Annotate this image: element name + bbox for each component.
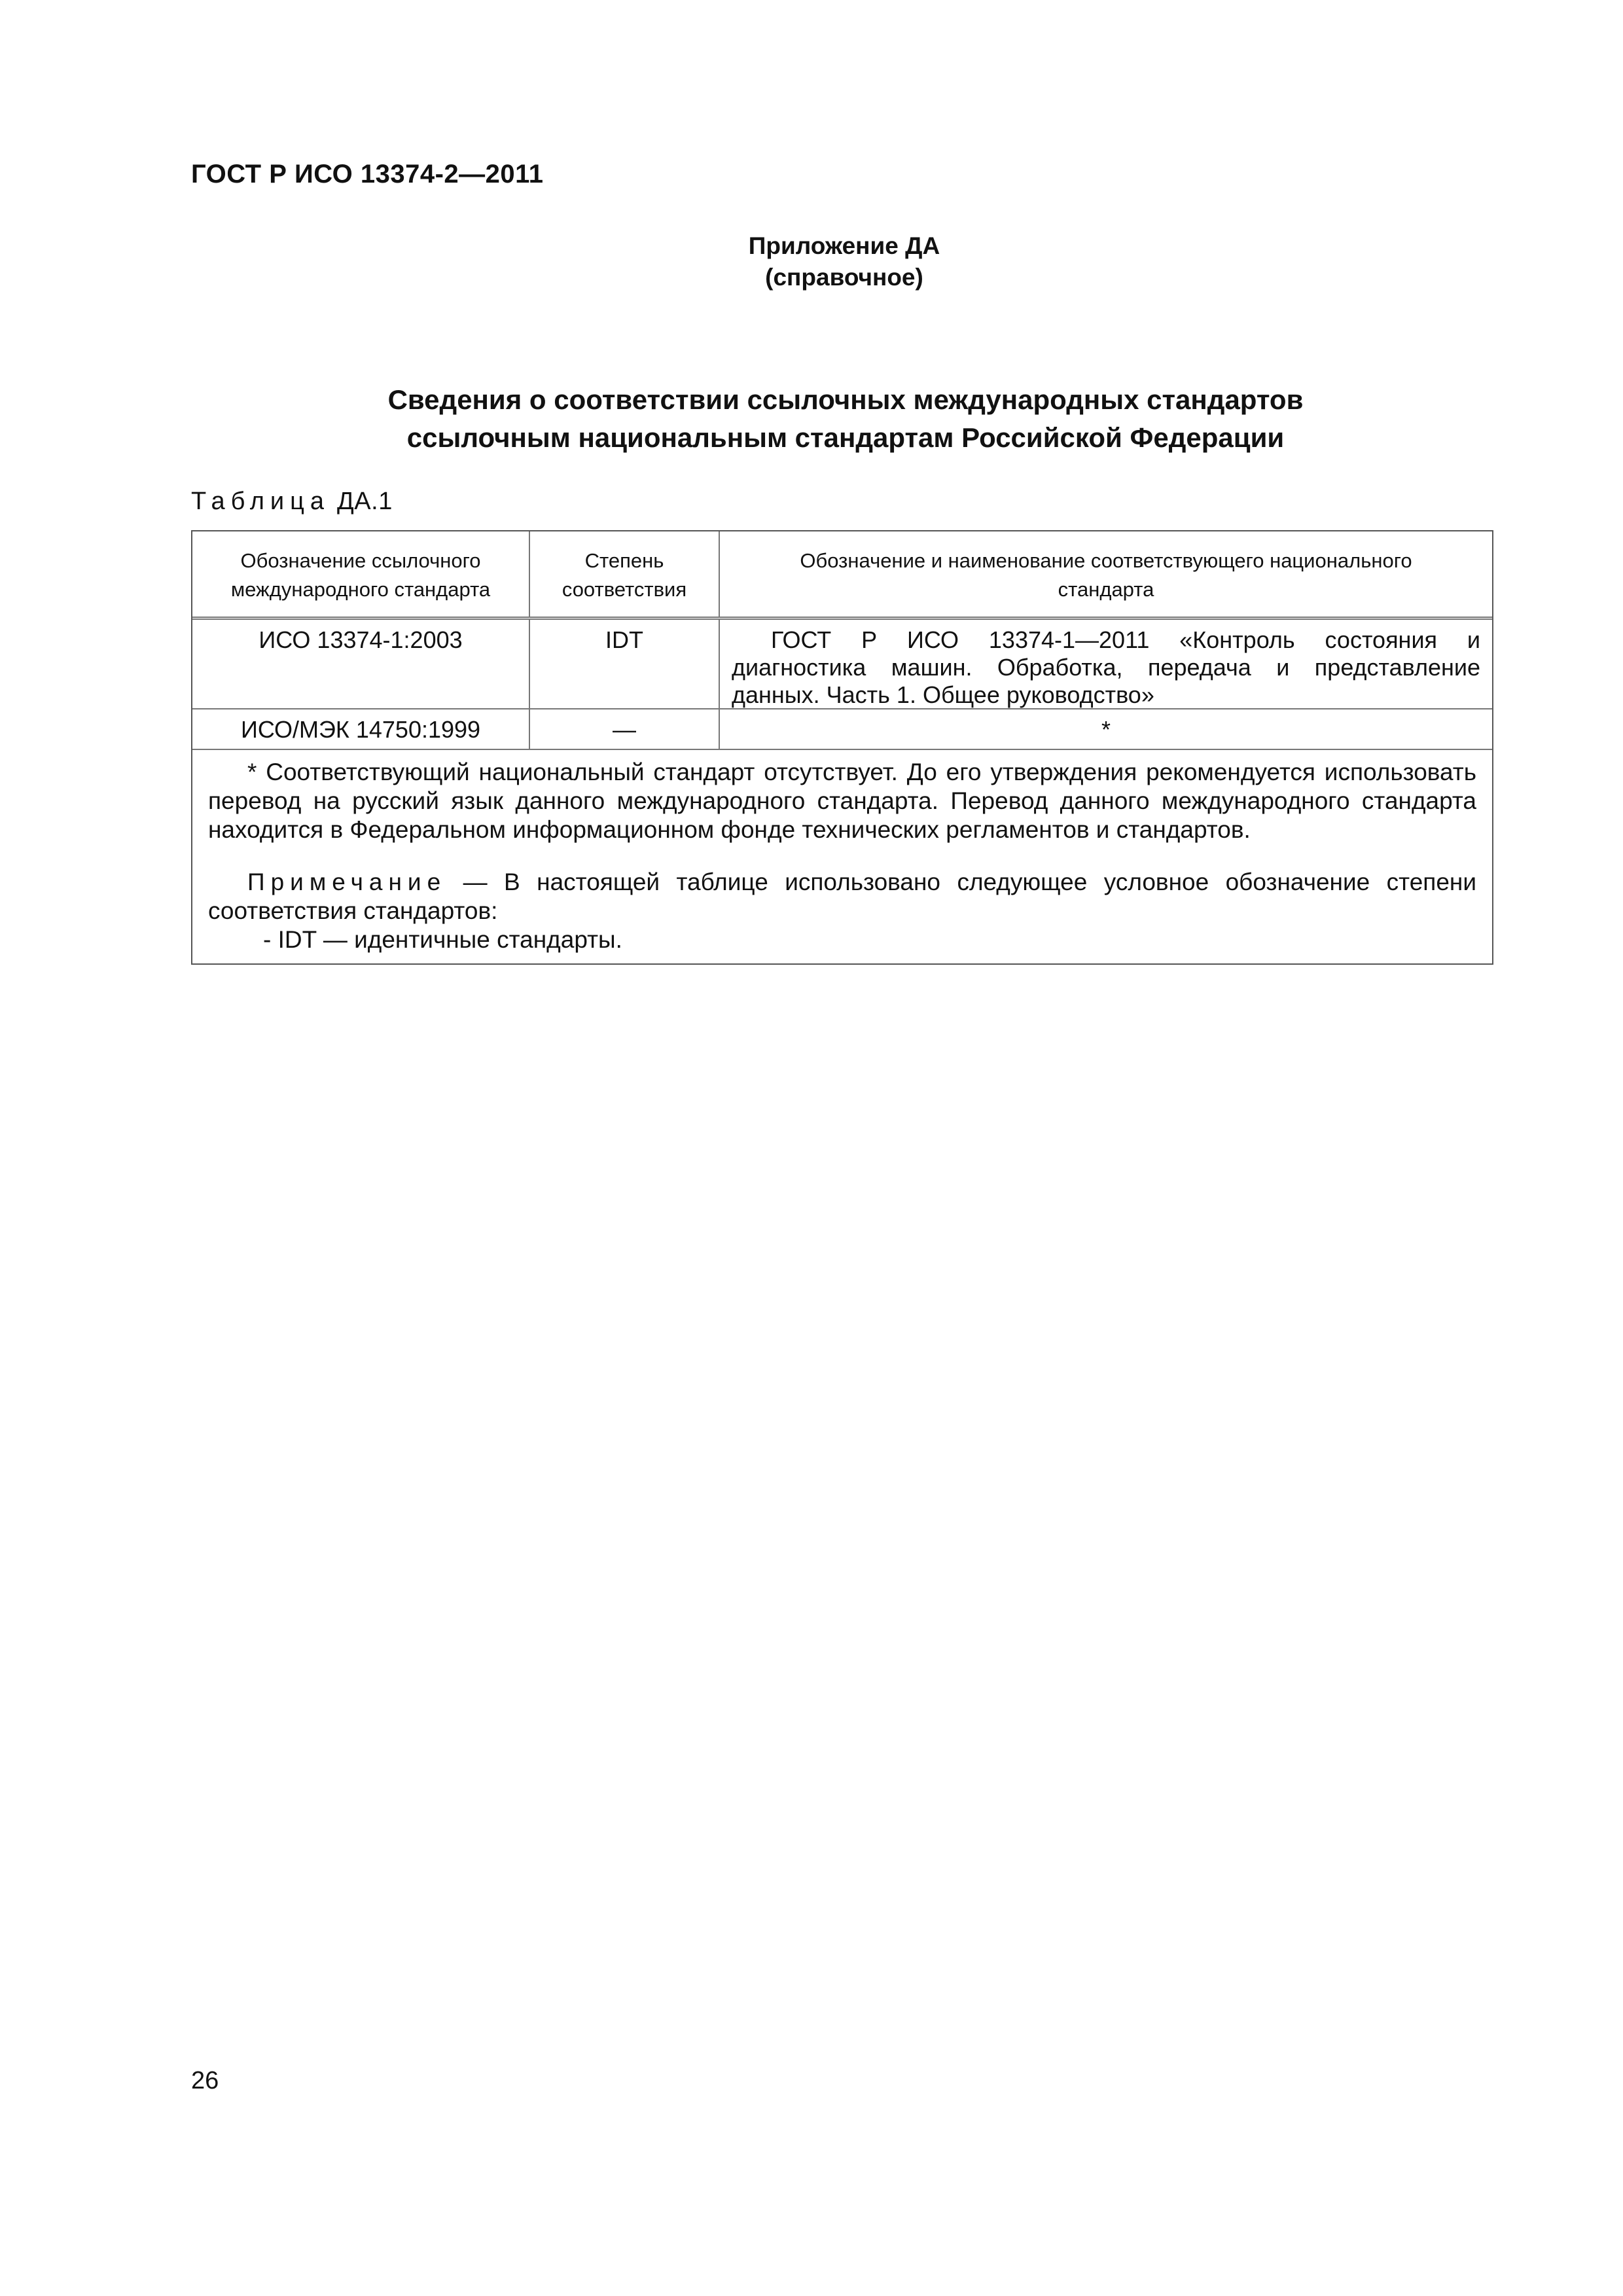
row-2-national: * [1101, 716, 1111, 743]
table-note [208, 868, 1476, 925]
header-reference [192, 531, 530, 617]
table-row [192, 709, 1492, 750]
table-row [192, 620, 1492, 709]
heading-line-1: Сведения о соответствии ссылочных международных стандартов [387, 384, 1304, 415]
annex-type: (справочное) [765, 264, 923, 291]
document-code: ГОСТ Р ИСО 13374-2—2011 [191, 160, 544, 188]
heading-line-2: ссылочным национальным стандартам Российской Федерации [406, 422, 1285, 453]
page-number: 26 [191, 2067, 219, 2094]
header-reference-line-1: Обозначение ссылочного [240, 549, 481, 572]
correspondence-table [191, 530, 1493, 965]
row-1-degree: IDT [530, 620, 720, 708]
annex-title: Приложение ДА [748, 232, 940, 259]
header-national [720, 531, 1492, 617]
header-national-line-2: стандарта [1058, 578, 1154, 601]
row-1-reference: ИСО 13374-1:2003 [192, 620, 530, 708]
note-text: — В настоящей таблице использовано следующее условное обозначение степени соответствия стандартов: [208, 869, 1476, 924]
header-degree-line-2: соответствия [562, 578, 687, 601]
header-degree [530, 531, 720, 617]
table-footer [192, 750, 1492, 963]
table-caption-word: Таблица [191, 488, 330, 515]
header-national-line-1: Обозначение и наименование соответствующего национального [800, 549, 1412, 572]
header-reference-line-2: международного стандарта [230, 578, 491, 601]
row-1-national: ГОСТ Р ИСО 13374-1—2011 «Контроль состояния и диагностика машин. Обработка, передача и представление данных. Часть 1. Общее руководство» [732, 626, 1480, 708]
table-footnote: * Соответствующий национальный стандарт отсутствует. До его утверждения рекомендуется использовать перевод на русский язык данного международного стандарта. Перевод данного международного стандарта находится в Федеральном информационном фонде технических регламентов и стандартов. [208, 759, 1476, 843]
row-2-reference: ИСО/МЭК 14750:1999 [192, 709, 530, 749]
section-heading [191, 381, 1500, 457]
table-header-row [192, 531, 1492, 620]
table-caption [191, 488, 393, 516]
header-degree-line-1: Степень [584, 549, 664, 572]
note-label: Примечание [247, 869, 447, 895]
row-2-degree: — [530, 709, 720, 749]
note-item: - IDT — идентичные стандарты. [263, 926, 622, 953]
table-caption-id: ДА.1 [330, 488, 393, 515]
